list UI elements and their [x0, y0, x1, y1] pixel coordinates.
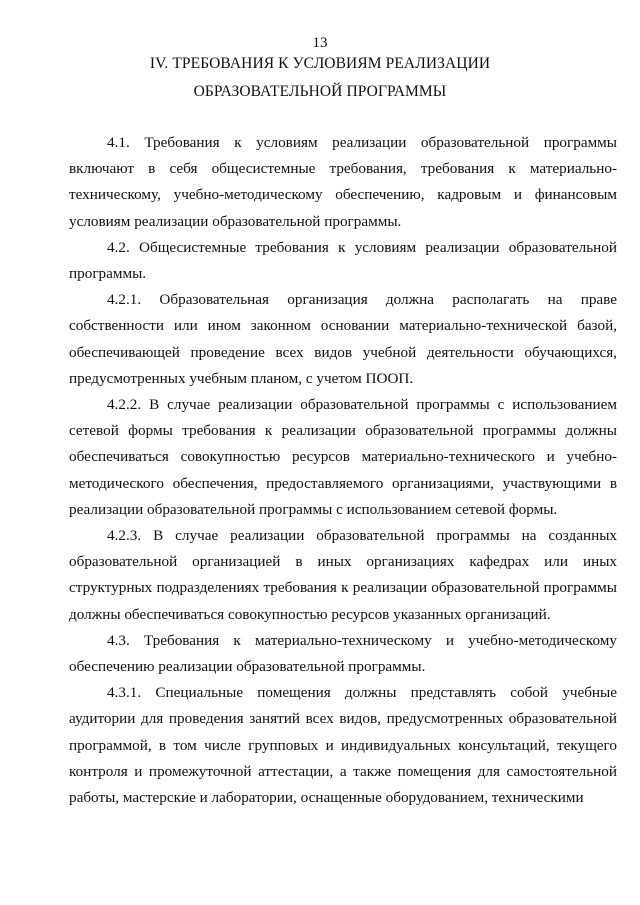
document-body	[69, 130, 617, 811]
page-number: 13	[312, 35, 328, 51]
paragraph-4-1: 4.1. Требования к условиям реализации образовательной программы включают в себя общесистемные требования, требования к материально-техническому, учебно-методическому обеспечению, кадровым и финансовым условиям реализации образовательной программы.	[69, 134, 617, 230]
paragraph-4-2-2: 4.2.2. В случае реализации образовательной программы с использованием сетевой формы требования к реализации образовательной программы должны обеспечиваться совокупностью ресурсов материально-технического и учебно-методического обеспечения, предоставляемого организациями, участвующими в реализации образовательной программы с использованием сетевой формы.	[69, 396, 617, 518]
paragraph-4-2-3: 4.2.3. В случае реализации образовательной программы на созданных образовательной организацией в иных организациях кафедрах или иных структурных подразделениях требования к реализации образовательной программы должны обеспечиваться совокупностью ресурсов указанных организаций.	[69, 527, 617, 623]
paragraph-4-3: 4.3. Требования к материально-техническому и учебно-методическому обеспечению реализации образовательной программы.	[69, 631, 617, 676]
paragraph-4-2-1: 4.2.1. Образовательная организация должна располагать на праве собственности или ином законном основании материально-технической базой, обеспечивающей проведение всех видов учебной деятельности обучающихся, предусмотренных учебным планом, с учетом ПООП.	[69, 291, 617, 387]
paragraph-4-3-1: 4.3.1. Специальные помещения должны представлять собой учебные аудитории для проведения занятий всех видов, предусмотренных образовательной программой, в том числе групповых и индивидуальных консультаций, текущего контроля и промежуточной аттестации, а также помещения для самостоятельной работы, мастерские и лаборатории, оснащенные оборудованием, техническими	[69, 684, 617, 807]
section-heading-line-1: IV. ТРЕБОВАНИЯ К УСЛОВИЯМ РЕАЛИЗАЦИИ	[149, 55, 491, 72]
paragraph-4-2: 4.2. Общесистемные требования к условиям реализации образовательной программы.	[69, 238, 617, 283]
section-heading-line-2: ОБРАЗОВАТЕЛЬНОЙ ПРОГРАММЫ	[193, 83, 447, 100]
